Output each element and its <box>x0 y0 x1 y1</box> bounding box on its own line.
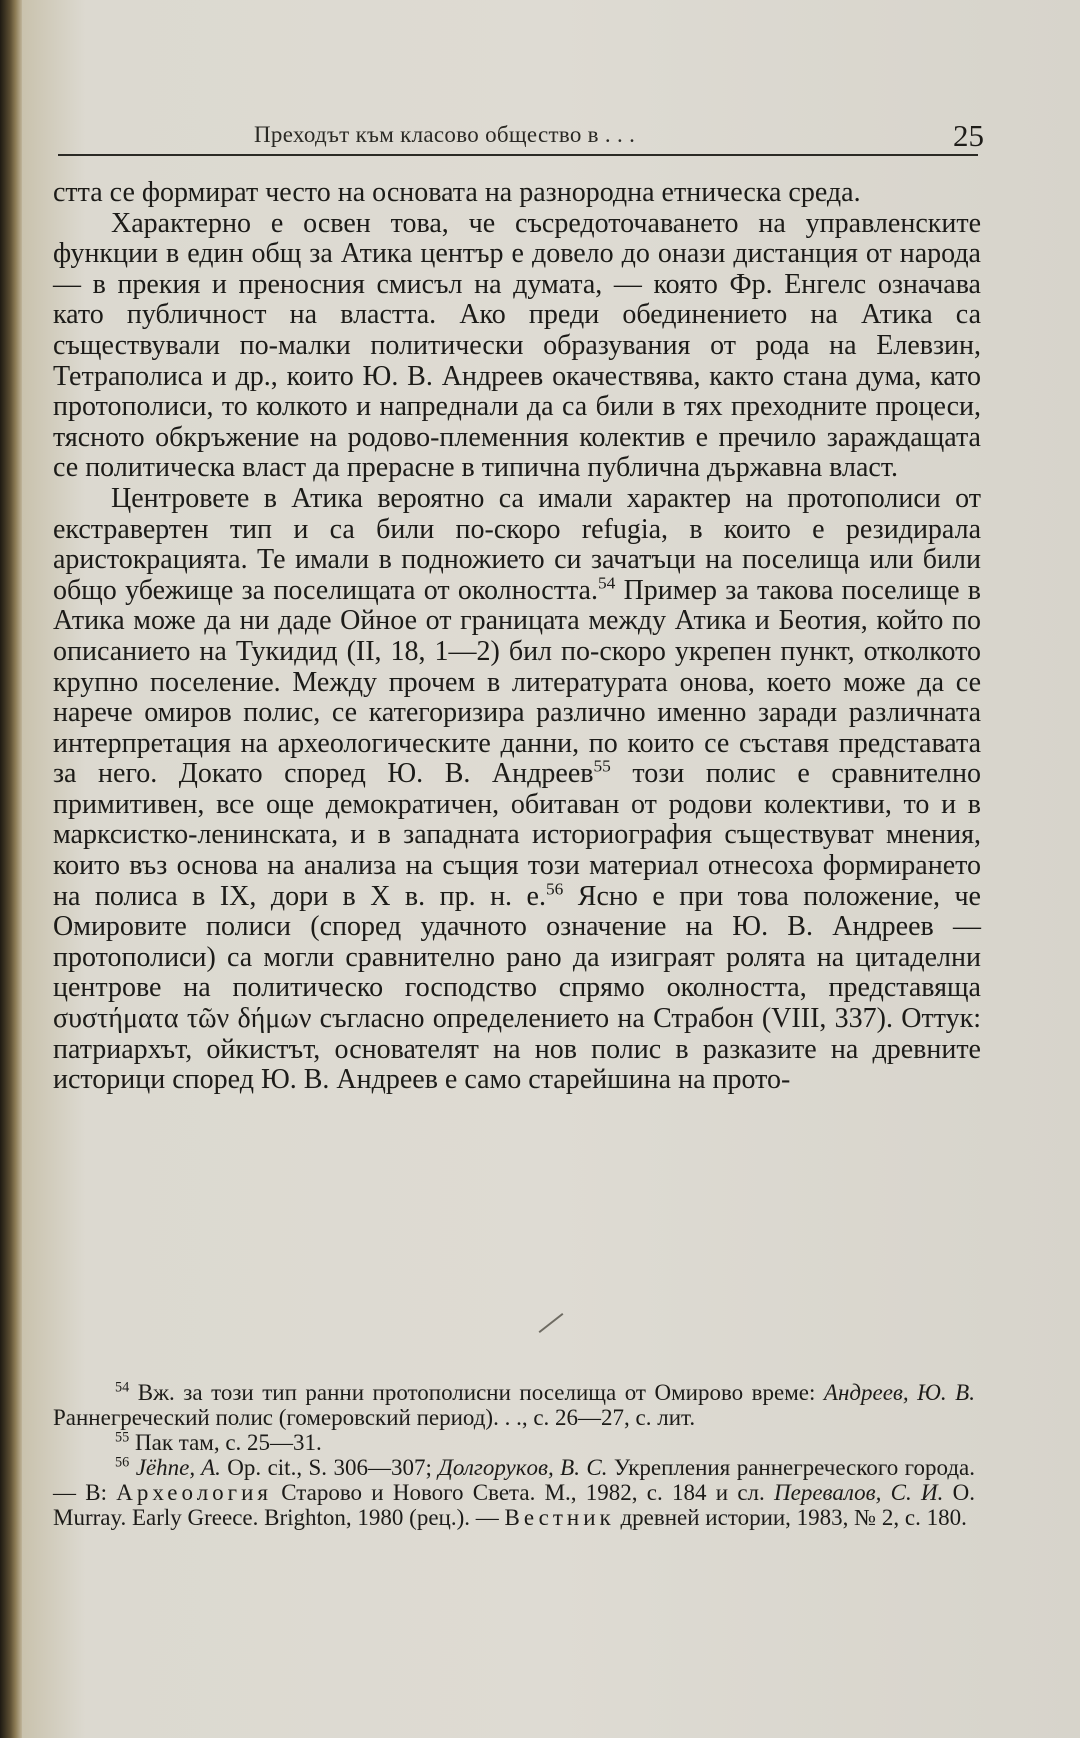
page-header <box>58 118 984 158</box>
footnotes-section <box>53 1380 975 1530</box>
footnote-ref: 54 <box>597 573 616 593</box>
footnote-ref: 55 <box>593 756 611 776</box>
paragraph <box>53 209 981 484</box>
footnote-ref: 56 <box>545 879 564 899</box>
footnote <box>53 1380 975 1430</box>
footnote-number: 54 <box>115 1379 130 1396</box>
footnote-text: Вестник <box>504 1505 615 1530</box>
text-run: този полис е сравнително примитивен, все още демократичен, обитаван от родови колективи, то и в марксистко-ленинската, и в западната историография съществуват мнения, които въз основа на анализа на същия този материал отнесоха формирането на полиса в IX, дори в X в. пр. н. е. <box>53 758 981 912</box>
text-run: Пример за такова поселище в Атика може да ни даде Ойное от границата между Атика и Беотия, който по описанието на Тукидид (II, 18, 1—2) бил по-скоро укрепен пункт, отколкото крупно поселение. Между прочем в литературата онова, което може да се нарече омиров полис, се категоризира различно именно заради различната интерпретация на археологическите данни, по които се съставя представата за него. Докато според Ю. В. Андреев <box>53 574 981 790</box>
footnote-text: Перевалов, С. И. <box>774 1480 944 1505</box>
footnote-text: Старово и Нового Света. М., 1982, с. 184 и сл. <box>272 1480 775 1505</box>
footnote-text: Op. cit., S. 306—307; <box>220 1455 439 1480</box>
paragraph <box>53 178 981 209</box>
text-run: Центровете в Атика вероятно са имали характер на протополиси от екстравертен тип и са били по-скоро refugia, в които е резидирала аристокрацията. Те имали в подножието си зачатъци на поселища или били общо убежище за поселищата от околността. <box>53 482 981 606</box>
footnote <box>53 1455 975 1530</box>
footnote-text: Jёhne, A. <box>135 1455 221 1480</box>
footnote-number: 55 <box>115 1429 130 1446</box>
text-run: Ясно е при това положение, че Омировите полиси (според удачното означение на Ю. В. Андреев — протополиси) са могли сравнително рано да изиграят ролята на цитаделни центрове на политическо господство спрямо околността, представяща συστήματα τῶν δήμων съгласно определението на Страбон (VIII, 337). Оттук: патриархът, ойкистът, основателят на нов полис в разказите на древните историци според Ю. В. Андреев е само старейшина на прото- <box>53 880 981 1096</box>
text-run: стта се формират често на основата на разнородна етническа среда. <box>53 177 861 208</box>
page-number: 25 <box>953 118 984 153</box>
footnote-text: O. Murray. Early Greece. Brighton, 1980 (рец.). — <box>53 1480 975 1530</box>
book-binding-edge <box>0 0 22 1738</box>
footnote-text: древней истории, 1983, № 2, с. 180. <box>614 1505 967 1530</box>
text-run: Характерно е освен това, че съсредоточаването на управленските функции в един общ за Атика център е довело до онази дистанция от народа — в прекия и преносния смисъл на думата, — която Фр. Енгелс означава като публичност на властта. Ако преди обединението на Атика са съществували по-малки политически образувания от рода на Елевзин, Тетраполиса и др., които Ю. В. Андреев окачествява, както стана дума, като протополиси, то колкото и напреднали да са били в тях преходните процеси, тясното обкръжение на родово-племенния колектив е пречило зараждащата се политическа власт да прерасне в типична публична държавна власт. <box>53 207 981 484</box>
footnote-number: 56 <box>115 1454 130 1471</box>
footnote-text: Долгорукoв, В. С. <box>438 1455 608 1480</box>
paragraph <box>53 484 981 1096</box>
footnote-text: Археология <box>116 1480 272 1505</box>
main-text-body <box>53 178 981 1096</box>
footnote-text: Вж. за този тип ранни протополисни поселища от Омирово време: <box>129 1380 824 1405</box>
footnote-text: Пак там, с. 25—31. <box>129 1430 322 1455</box>
footnote-text: Андреев, Ю. В. <box>823 1380 975 1405</box>
footnote-text: Укрепления раннегреческого города. — В: <box>53 1455 976 1505</box>
running-title: Преходът към класово общество в . . . <box>254 122 636 147</box>
footnote <box>53 1430 975 1455</box>
header-rule <box>58 154 978 156</box>
footnote-text: Раннегреческий полис (гомеровский период). . ., с. 26—27, с. лит. <box>53 1405 696 1430</box>
